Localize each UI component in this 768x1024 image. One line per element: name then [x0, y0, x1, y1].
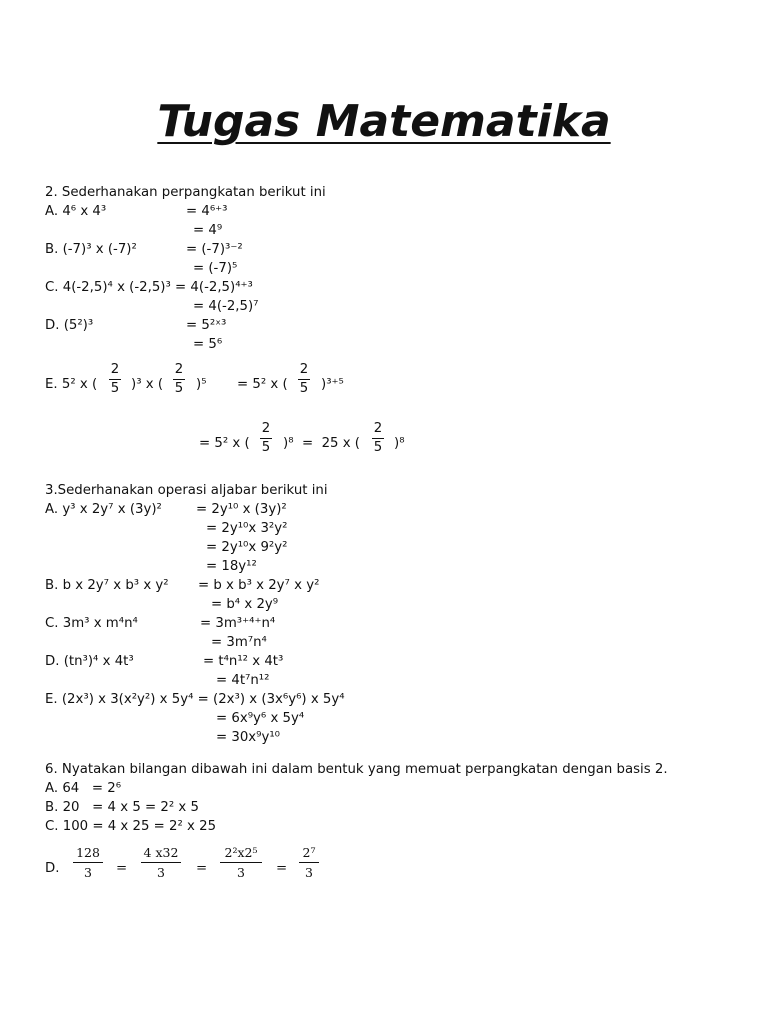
numerator: 2²x2⁵ [224, 845, 258, 860]
denominator: 5 [299, 381, 309, 396]
q3-d-expr: D. (tn³)⁴ x 4t³ [45, 654, 134, 669]
q2-e2-fraction-1 [258, 421, 274, 455]
q2-a-step2: = 4⁹ [193, 223, 223, 238]
q3-a-step4: = 18y¹² [206, 559, 257, 574]
page-title: Tugas Matematika [157, 96, 611, 147]
q2-e-part5: )³⁺⁵ [321, 377, 344, 392]
q3-c-expr: C. 3m³ x m⁴n⁴ [45, 616, 138, 631]
q2-e2-part1: = 5² x ( [199, 436, 250, 451]
numerator: 128 [76, 845, 100, 860]
q2-e-fraction-3 [296, 362, 312, 396]
q6-heading: 6. Nyatakan bilangan dibawah ini dalam bentuk yang memuat perpangkatan dengan basis 2. [45, 762, 668, 777]
q6-d-fraction-2 [141, 845, 181, 880]
q3-a-step3: = 2y¹⁰x 9²y² [206, 540, 288, 555]
denominator: 3 [305, 865, 313, 880]
q3-d-step2: = 4t⁷n¹² [216, 673, 270, 688]
q2-e2-fraction-2 [370, 421, 386, 455]
q2-d-step1: = 5²ˣ³ [186, 318, 227, 333]
q6-d-equals-2: = [196, 861, 208, 876]
q2-c-step2: = 4(-2,5)⁷ [193, 299, 259, 314]
q2-e-fraction-1 [107, 362, 123, 396]
numerator: 2 [373, 421, 383, 436]
q2-e-part4: = 5² x ( [237, 377, 288, 392]
q2-e2-part2: )⁸ = 25 x ( [283, 436, 360, 451]
q3-b-step2: = b⁴ x 2y⁹ [211, 597, 279, 612]
q3-c-step1: = 3m³⁺⁴⁺n⁴ [200, 616, 276, 631]
q2-e-part1: E. 5² x ( [45, 377, 98, 392]
q2-e-part3: )⁵ [196, 377, 207, 392]
q3-e-step2: = 6x⁹y⁶ x 5y⁴ [216, 711, 305, 726]
q2-e-part2: )³ x ( [131, 377, 164, 392]
q3-a-step2: = 2y¹⁰x 3²y² [206, 521, 288, 536]
numerator: 2⁷ [302, 845, 316, 860]
q6-d-fraction-4 [299, 845, 319, 880]
denominator: 5 [174, 381, 184, 396]
q2-a-step1: = 4⁶⁺³ [186, 204, 228, 219]
q2-b-expr: B. (-7)³ x (-7)² [45, 242, 137, 257]
numerator: 2 [299, 362, 309, 377]
numerator: 2 [110, 362, 120, 377]
numerator: 4 x32 [143, 845, 179, 860]
denominator: 3 [84, 865, 92, 880]
q6-a: A. 64 = 2⁶ [45, 781, 122, 796]
q3-e-step3: = 30x⁹y¹⁰ [216, 730, 281, 745]
q2-b-step1: = (-7)³⁻² [186, 242, 243, 257]
denominator: 5 [261, 440, 271, 455]
q2-a-expr: A. 4⁶ x 4³ [45, 204, 107, 219]
numerator: 2 [261, 421, 271, 436]
q2-heading: 2. Sederhanakan perpangkatan berikut ini [45, 185, 326, 200]
denominator: 3 [237, 865, 245, 880]
q2-c-expr: C. 4(-2,5)⁴ x (-2,5)³ = 4(-2,5)⁴⁺³ [45, 280, 253, 295]
q2-b-step2: = (-7)⁵ [193, 261, 238, 276]
q3-c-step2: = 3m⁷n⁴ [211, 635, 267, 650]
denominator: 3 [157, 865, 165, 880]
denominator: 5 [373, 440, 383, 455]
q3-e-expr: E. (2x³) x 3(x²y²) x 5y⁴ = (2x³) x (3x⁶y⁶) x 5y⁴ [45, 692, 345, 707]
q3-heading: 3.Sederhanakan operasi aljabar berikut ini [45, 483, 328, 498]
q6-c: C. 100 = 4 x 25 = 2² x 25 [45, 819, 217, 834]
q6-d-equals-1: = [116, 861, 128, 876]
q3-b-expr: B. b x 2y⁷ x b³ x y² [45, 578, 169, 593]
q2-d-expr: D. (5²)³ [45, 318, 94, 333]
denominator: 5 [110, 381, 120, 396]
q6-d-label: D. [45, 861, 60, 876]
q2-e2-part3: )⁸ [394, 436, 405, 451]
q6-d-fraction-1 [73, 845, 103, 880]
q2-d-step2: = 5⁶ [193, 337, 223, 352]
numerator: 2 [174, 362, 184, 377]
q3-a-expr: A. y³ x 2y⁷ x (3y)² [45, 502, 162, 517]
q3-a-step1: = 2y¹⁰ x (3y)² [196, 502, 287, 517]
q6-d-equals-3: = [276, 861, 288, 876]
q6-b: B. 20 = 4 x 5 = 2² x 5 [45, 800, 199, 815]
q3-b-step1: = b x b³ x 2y⁷ x y² [198, 578, 320, 593]
q6-d-fraction-3 [220, 845, 262, 880]
q2-e-fraction-2 [171, 362, 187, 396]
q3-d-step1: = t⁴n¹² x 4t³ [203, 654, 284, 669]
